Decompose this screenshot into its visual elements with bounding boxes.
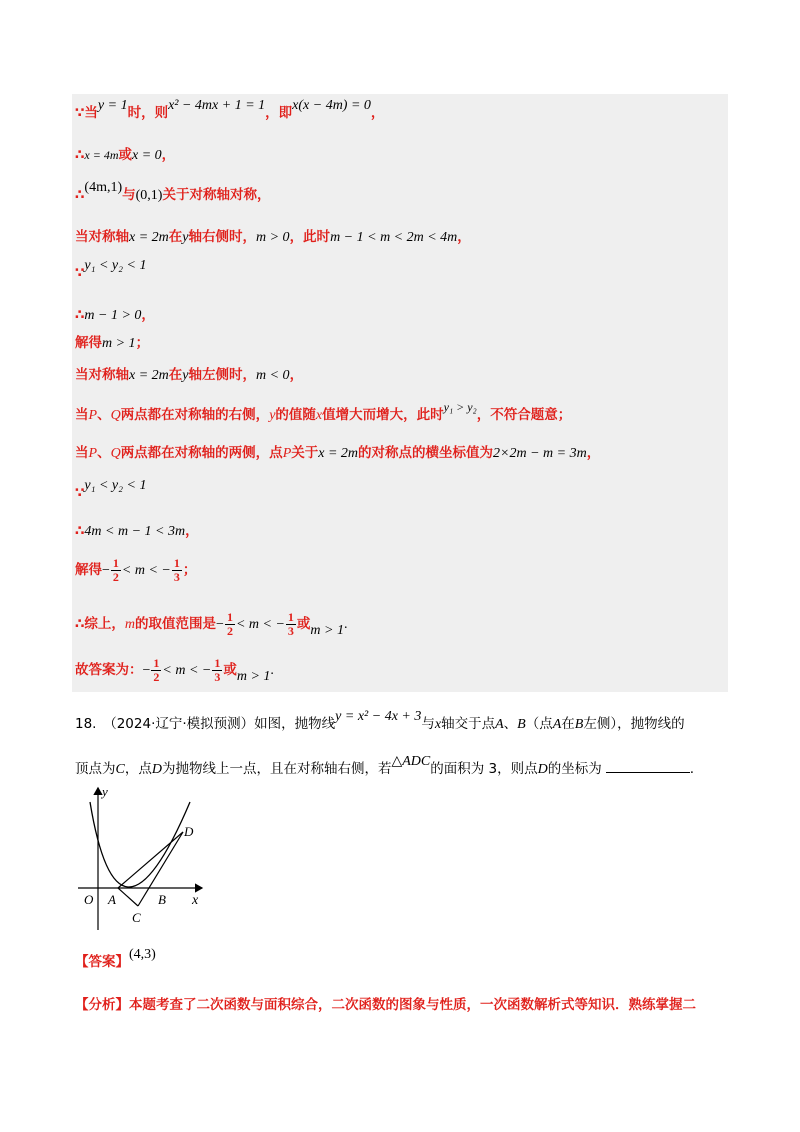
text: ∴ — [75, 187, 85, 203]
fraction — [212, 657, 222, 684]
text: 当 — [75, 407, 89, 423]
text: 左侧），抛物线的 — [583, 716, 685, 732]
text: ∴ — [75, 307, 85, 323]
solution-line-1 — [75, 98, 385, 123]
text: ， — [586, 445, 601, 461]
solution-line-14 — [75, 610, 347, 639]
math: x = 2m — [129, 368, 169, 383]
question-line-1 — [75, 709, 685, 733]
text: 为抛物线上一点，且在对称轴右侧，若 — [161, 761, 392, 777]
text: ， — [370, 105, 385, 121]
math: y — [182, 368, 189, 383]
text: ，点 — [124, 761, 152, 777]
text: ∴ — [75, 523, 85, 539]
math: m − 1 > 0 — [84, 308, 142, 323]
math: m − 1 < m < 2m < 4m — [330, 230, 458, 245]
math: m > 1 — [310, 623, 344, 638]
text: ， — [141, 307, 155, 323]
math: D — [537, 762, 548, 777]
text: 时，则 — [127, 105, 169, 121]
math: y — [269, 408, 276, 423]
text: 的对称点的横坐标值为 — [358, 445, 494, 461]
denominator: 2 — [226, 623, 233, 638]
math: y₁ > y₂ — [443, 400, 477, 414]
text: 、 — [97, 407, 111, 423]
text: 的坐标为 — [547, 761, 602, 777]
text: 的面积为 3，则点 — [430, 761, 538, 777]
numerator: 1 — [214, 655, 221, 670]
math: P — [88, 446, 98, 461]
text: 或 — [223, 662, 237, 678]
analysis-line — [75, 993, 696, 1013]
numerator: 1 — [287, 609, 294, 624]
numerator: 1 — [173, 555, 180, 570]
solution-line-12 — [75, 522, 199, 541]
math: m > 1 — [102, 336, 136, 351]
math: y = 1 — [97, 98, 128, 113]
text: 关于 — [291, 445, 319, 461]
fraction — [151, 657, 161, 684]
math: x = 0 — [132, 148, 162, 163]
math: m > 0 — [256, 230, 290, 245]
math: x = 2m — [129, 230, 169, 245]
math: 4m < m − 1 < 3m — [84, 524, 186, 539]
text: 两点都在对称轴的两侧，点 — [120, 445, 283, 461]
solution-line-5 — [75, 258, 147, 283]
math: x = 4m — [84, 148, 119, 162]
text: ； — [182, 562, 197, 578]
denominator: 3 — [173, 569, 180, 584]
answer-label: 【答案】 — [75, 954, 129, 970]
text: ， — [185, 523, 199, 539]
solution-line-7 — [75, 334, 149, 353]
text: ， — [457, 229, 471, 245]
text: ∴ — [75, 147, 85, 163]
math: A — [495, 717, 504, 732]
solution-line-13 — [75, 556, 196, 585]
solution-line-10 — [75, 444, 600, 463]
text: 在 — [168, 367, 183, 383]
math: < m < − — [235, 617, 285, 632]
text: 轴交于点 — [441, 716, 496, 732]
math: (0,1) — [135, 188, 163, 203]
answer-line — [75, 947, 156, 971]
text: 的值随 — [275, 407, 316, 423]
math: A — [552, 717, 562, 732]
parabola-figure — [78, 782, 218, 932]
numerator: 1 — [112, 555, 119, 570]
text: 顶点为 — [75, 761, 116, 777]
text: 值增大而增大，此时 — [322, 407, 444, 423]
numerator: 1 — [153, 655, 160, 670]
math: − — [102, 563, 110, 578]
solution-line-9 — [75, 400, 572, 425]
text: 两点都在对称轴的右侧， — [120, 407, 270, 423]
math: Q — [110, 446, 121, 461]
answer-blank — [606, 772, 690, 773]
solution-line-11 — [75, 478, 147, 503]
text: 解得 — [75, 562, 102, 578]
fraction — [225, 611, 235, 638]
math: y = x² − 4x + 3 — [335, 709, 422, 724]
label-c: C — [132, 910, 141, 925]
text: ∵当 — [75, 105, 98, 121]
text: 关于对称轴对称， — [162, 187, 271, 203]
text: ∵ — [75, 265, 85, 281]
math: − — [142, 663, 151, 678]
text: 或 — [118, 147, 132, 163]
text: （点 — [525, 716, 553, 732]
math: x² − 4mx + 1 = 1 — [168, 98, 266, 113]
segment-ad — [118, 832, 183, 888]
solution-box — [72, 94, 728, 692]
fraction — [172, 557, 182, 584]
solution-line-15 — [75, 656, 274, 685]
math: m — [124, 617, 136, 632]
math: Q — [110, 408, 121, 423]
text: 解得 — [75, 335, 102, 351]
math: x(x − 4m) = 0 — [292, 98, 371, 113]
text: 或 — [296, 616, 311, 632]
math: (4m,1) — [84, 180, 123, 195]
text: 18. （2024·辽宁·模拟预测）如图，抛物线 — [75, 716, 336, 732]
math: D — [151, 762, 162, 777]
text: ∴综上， — [75, 616, 125, 632]
solution-line-8 — [75, 366, 303, 385]
text: 在 — [168, 229, 183, 245]
analysis-label: 【分析】 — [75, 997, 129, 1013]
text: 、 — [503, 716, 518, 732]
text: ， — [161, 147, 176, 163]
denominator: 3 — [287, 623, 294, 638]
text: 与 — [421, 716, 435, 732]
math: 2×2m − m = 3m — [493, 446, 587, 461]
text: 当 — [75, 445, 89, 461]
math: P — [88, 408, 98, 423]
math: x — [315, 408, 323, 423]
text: . — [689, 761, 695, 777]
label-b: B — [158, 892, 166, 907]
math: < m < − — [121, 563, 171, 578]
analysis-text: 本题考查了二次函数与面积综合，二次函数的图象与性质，一次函数解析式等知识．熟练掌握二 — [129, 997, 696, 1013]
answer-value: (4,3) — [129, 947, 156, 962]
text: 在 — [561, 716, 575, 732]
segment-ac — [118, 888, 138, 906]
text: ，即 — [265, 105, 293, 121]
math: C — [115, 762, 125, 777]
text: . — [343, 617, 348, 632]
math: < m < − — [162, 663, 212, 678]
math: m > 1 — [236, 669, 271, 684]
text: 当对称轴 — [75, 367, 129, 383]
solution-line-6 — [75, 306, 155, 325]
denominator: 3 — [214, 669, 221, 684]
text: 当对称轴 — [75, 229, 129, 245]
math: x = 2m — [318, 446, 359, 461]
math: x — [434, 717, 442, 732]
text: ； — [135, 335, 150, 351]
math: y₁ < y₂ < 1 — [84, 258, 147, 273]
math: m < 0 — [256, 368, 290, 383]
axis-label-x: x — [192, 893, 199, 908]
label-d: D — [184, 824, 194, 839]
text: 轴左侧时， — [188, 367, 256, 383]
math: B — [574, 717, 584, 732]
math: P — [282, 446, 292, 461]
math: − — [216, 617, 224, 632]
text: 故答案为： — [75, 662, 143, 678]
text: ，不符合题意； — [476, 407, 572, 423]
axis-label-y: y — [102, 784, 108, 799]
text: 轴右侧时， — [188, 229, 256, 245]
text: 、 — [97, 445, 111, 461]
text: ， — [289, 367, 304, 383]
math: B — [517, 717, 526, 732]
solution-line-2 — [75, 146, 175, 165]
numerator: 1 — [226, 609, 233, 624]
solution-line-4 — [75, 228, 471, 247]
math: y₁ < y₂ < 1 — [84, 478, 147, 493]
text: 的取值范围是 — [135, 616, 217, 632]
math: △ADC — [391, 754, 431, 769]
question-line-2 — [75, 754, 695, 778]
label-a: A — [108, 892, 116, 907]
math: y — [182, 230, 189, 245]
fraction — [111, 557, 121, 584]
denominator: 2 — [112, 569, 119, 584]
solution-line-3 — [75, 180, 271, 205]
denominator: 2 — [153, 669, 160, 684]
text: 与 — [122, 187, 136, 203]
text: ，此时 — [289, 229, 331, 245]
text: . — [270, 663, 274, 678]
label-o: O — [84, 892, 94, 907]
text: ∵ — [75, 485, 85, 501]
fraction — [286, 611, 296, 638]
